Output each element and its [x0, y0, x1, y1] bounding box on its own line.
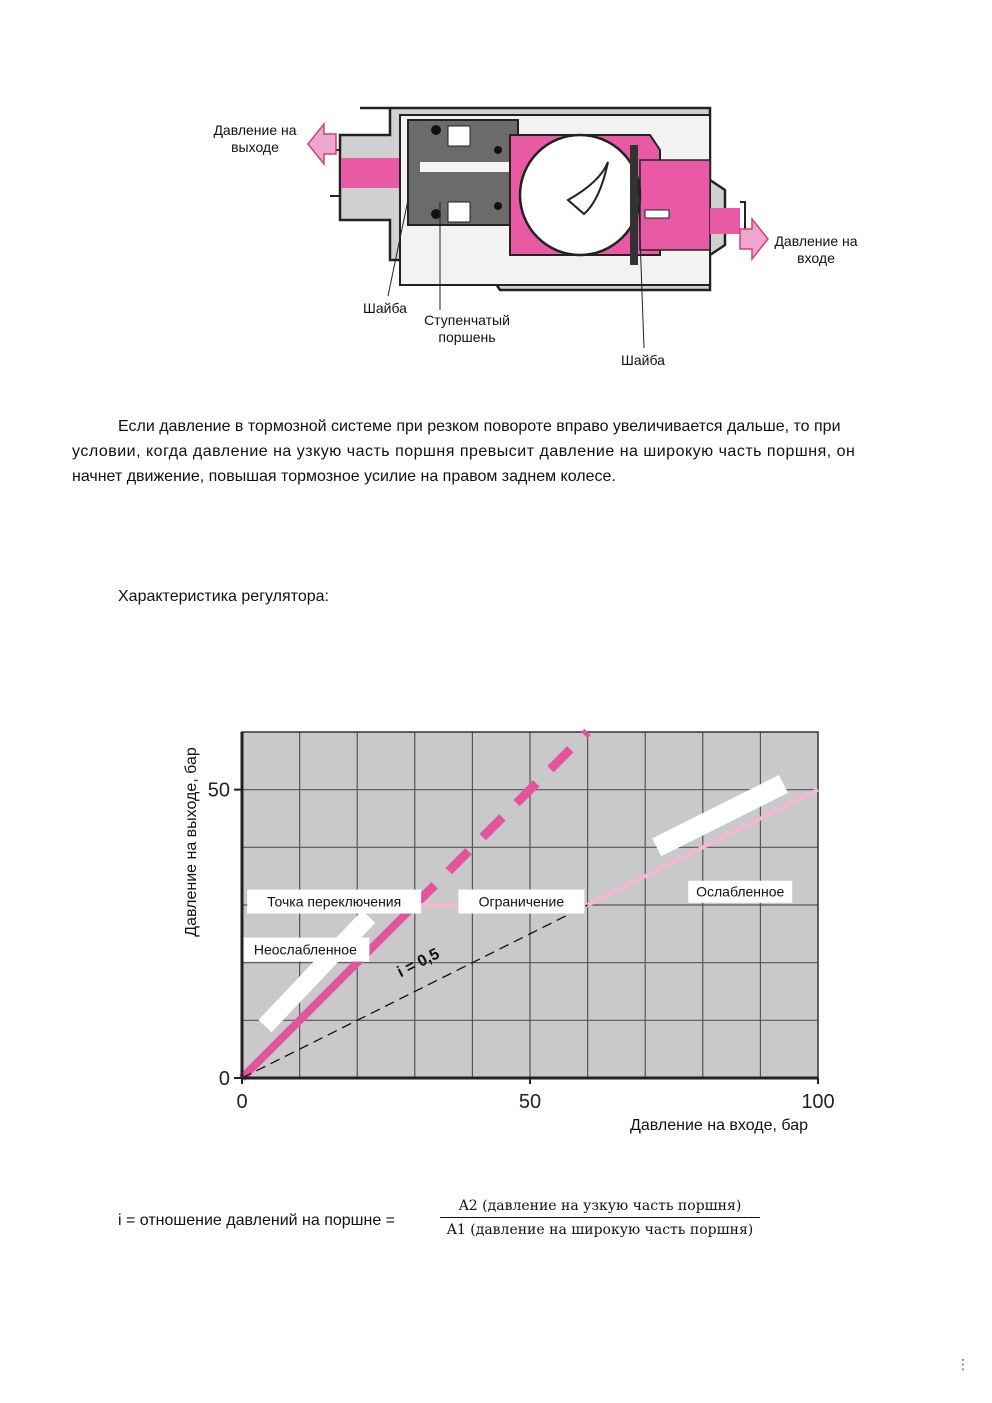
paragraph-line-1: Если давление в тормозной системе при резком повороте вправо увеличивается дальше, то при [118, 418, 841, 435]
ratio-formula-lhs: i = отношение давлений на поршне = [118, 1212, 396, 1229]
annotation-switch-point-text: Точка переключения [267, 893, 402, 910]
y-tick-label: 0 [218, 1068, 230, 1090]
annotation-limitation [458, 890, 584, 914]
outlet-arrow-icon [306, 122, 338, 166]
inlet-channel [710, 208, 740, 234]
label-inlet-pressure: Давление на входе [774, 233, 858, 266]
label-washer-right: Шайба [621, 352, 665, 368]
x-tick-label: 50 [518, 1091, 542, 1113]
x-tick-label: 100 [801, 1091, 835, 1113]
regulator-characteristic-chart [170, 720, 850, 1140]
ratio-fraction [440, 1198, 760, 1238]
x-axis-label: Давление на входе, бар [630, 1117, 808, 1134]
fraction-denominator: A1 (давление на широкую часть поршня) [446, 1222, 754, 1238]
annotation-switch-point [247, 890, 421, 914]
leader-lines [380, 180, 670, 355]
annotation-relieved [688, 881, 792, 903]
annotation-unrelieved-text: Неослабленное [253, 941, 357, 958]
y-axis-label: Давление на выходе, бар [183, 747, 200, 937]
label-washer-left: Шайба [363, 300, 407, 316]
annotation-unrelieved [241, 938, 369, 962]
fraction-numerator: A2 (давление на узкую часть поршня) [458, 1198, 742, 1214]
annotation-limitation-text: Ограничение [478, 893, 565, 910]
paragraph-line-2: условии, когда давление на узкую часть поршня превысит давление на широкую часть поршня, он [72, 443, 856, 460]
section-heading: Характеристика регулятора: [118, 588, 329, 605]
page-marker: ⋮ [956, 1356, 970, 1372]
annotation-ratio: i = 0,5 [394, 945, 443, 982]
body-paragraph [72, 414, 962, 489]
label-step-piston: Ступенчатый поршень [424, 312, 510, 345]
annotation-relieved-text: Ослабленное [696, 883, 785, 900]
label-outlet-pressure: Давление на выходе [213, 122, 297, 155]
paragraph-line-3: начнет движение, повышая тормозное усилие на правом заднем колесе. [72, 468, 616, 485]
x-tick-label: 0 [236, 1091, 248, 1113]
y-tick-label: 50 [207, 779, 230, 802]
